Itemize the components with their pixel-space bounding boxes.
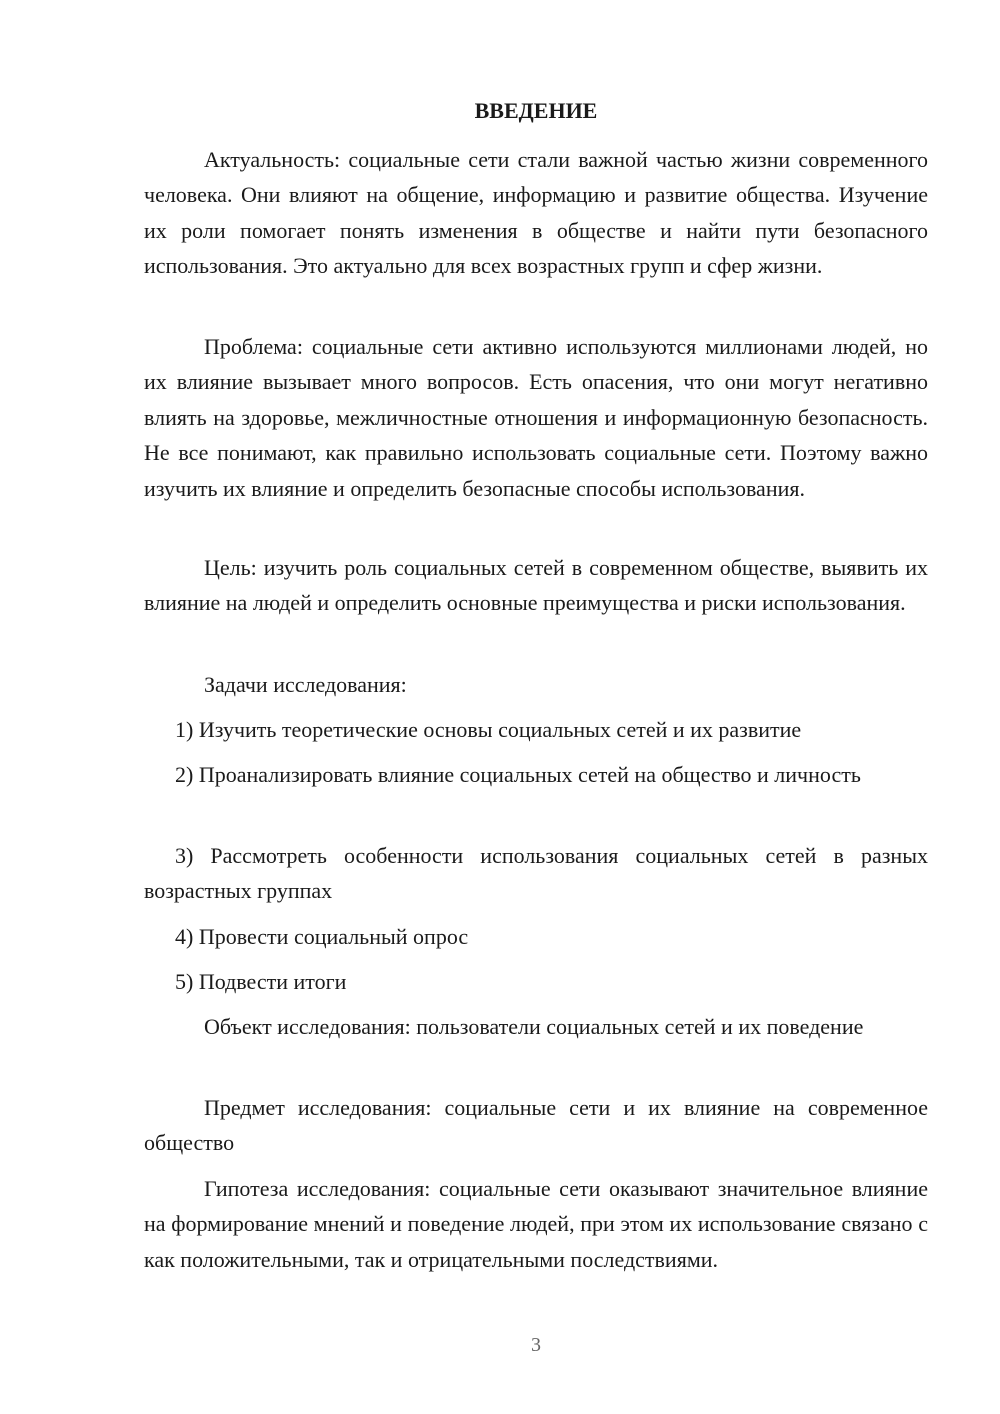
page-title: ВВЕДЕНИЕ bbox=[474, 98, 598, 123]
problem-paragraph: Проблема: социальные сети активно используются миллионами людей, но их влияние вызывает много вопросов. Есть опасения, что они могут негативно влиять на здоровье, межличностные отношения и информационную безопасность. Не все понимают, как правильно использовать социальные сети. Поэтому важно изучить их влияние и определить безопасные способы использования. bbox=[144, 334, 928, 501]
tasks-heading: Задачи исследования: bbox=[204, 672, 407, 697]
task-item-5: 5) Подвести итоги bbox=[175, 969, 347, 994]
task-item-1: 1) Изучить теоретические основы социальных сетей и их развитие bbox=[175, 717, 802, 742]
subject-paragraph: Предмет исследования: социальные сети и их влияние на современное общество bbox=[144, 1095, 928, 1156]
task-item-2: 2) Проанализировать влияние социальных сетей на общество и личность bbox=[175, 762, 861, 787]
hypothesis-paragraph: Гипотеза исследования: социальные сети оказывают значительное влияние на формирование мнений и поведение людей, при этом их использование связано с как положительными, так и отрицательными последствиями. bbox=[144, 1176, 928, 1272]
object-paragraph: Объект исследования: пользователи социальных сетей и их поведение bbox=[204, 1014, 864, 1039]
page-number: 3 bbox=[531, 1334, 541, 1356]
relevance-paragraph: Актуальность: социальные сети стали важной частью жизни современного человека. Они влияют на общение, информацию и развитие общества. Изучение их роли помогает понять изменения в обществе и найти пути безопасного использования. Это актуально для всех возрастных групп и сфер жизни. bbox=[144, 147, 928, 279]
goal-paragraph: Цель: изучить роль социальных сетей в современном обществе, выявить их влияние на людей и определить основные преимущества и риски использования. bbox=[144, 555, 928, 616]
task-item-4: 4) Провести социальный опрос bbox=[175, 924, 469, 949]
task-item-3: 3) Рассмотреть особенности использования социальных сетей в разных возрастных группах bbox=[144, 843, 928, 904]
